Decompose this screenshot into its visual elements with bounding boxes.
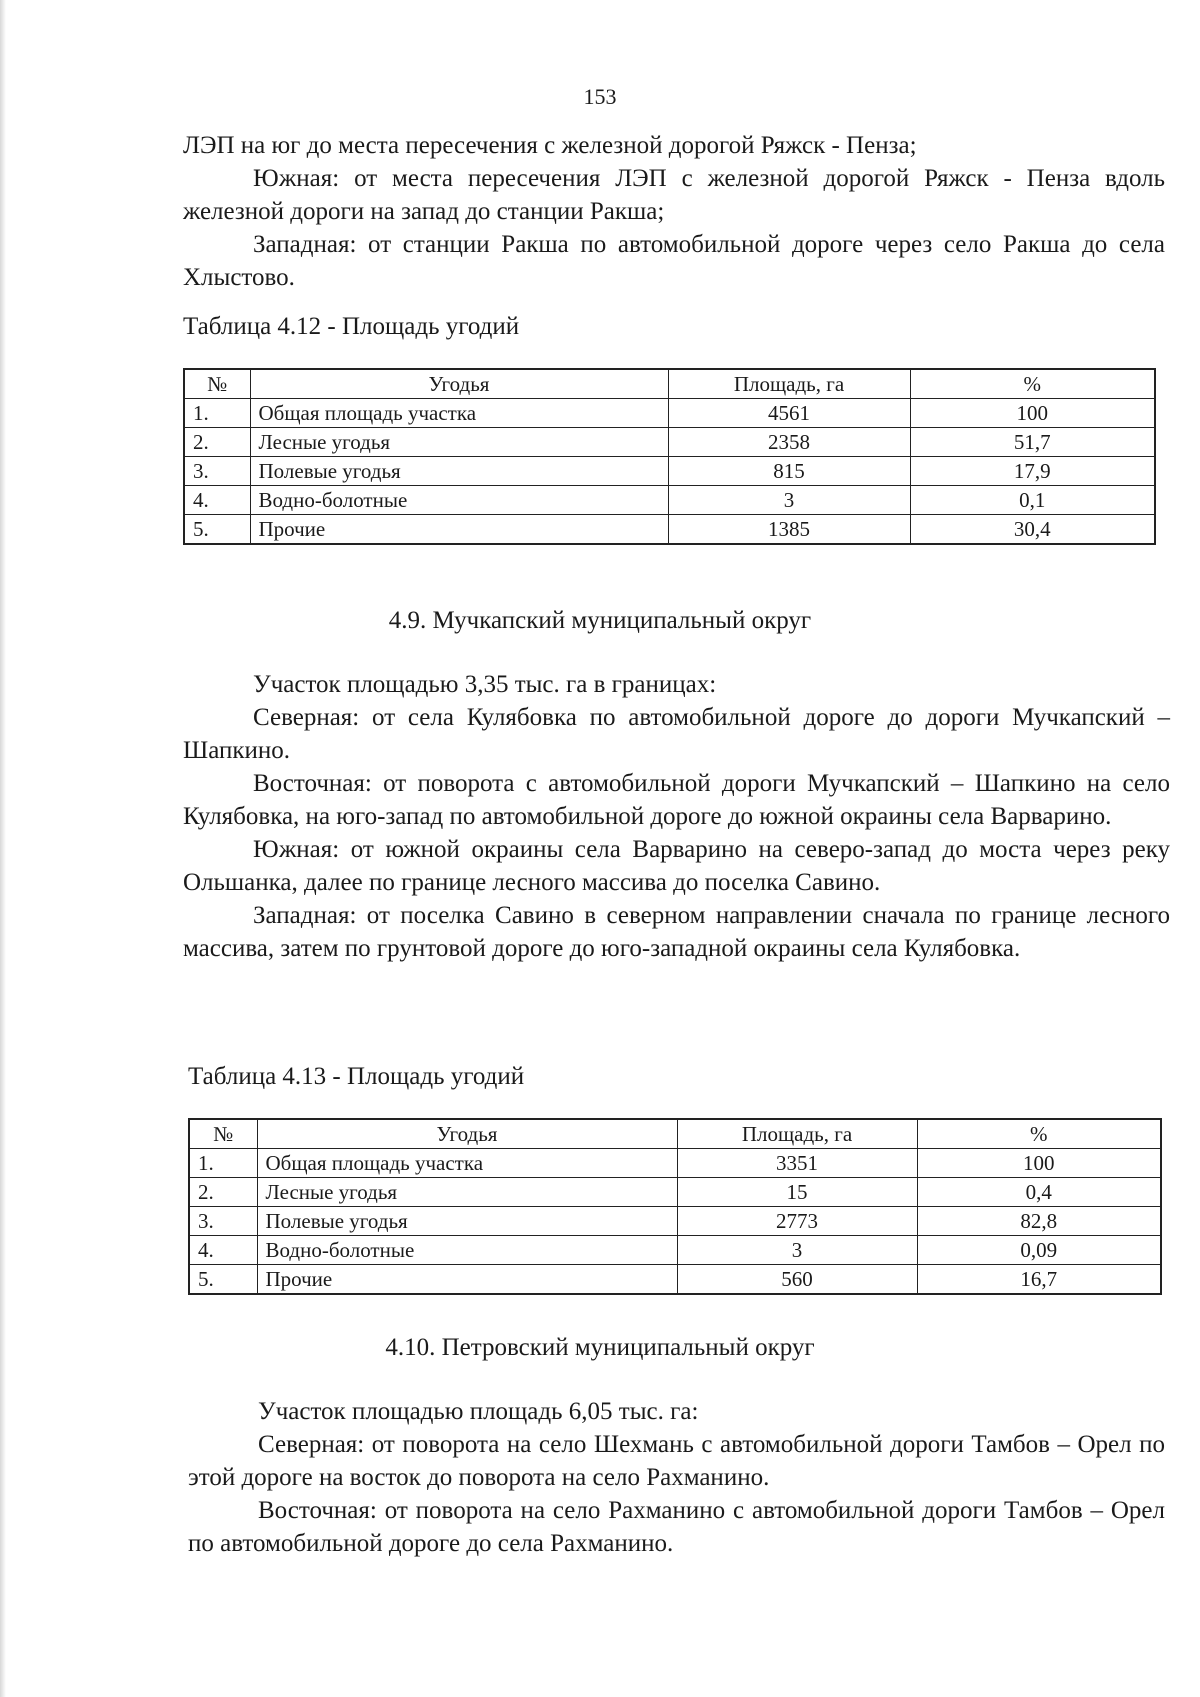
header-number: № xyxy=(184,369,250,399)
table-row xyxy=(184,486,1155,515)
paragraph: Участок площадью 3,35 тыс. га в границах: xyxy=(253,671,717,698)
cell-percent: 82,8 xyxy=(917,1207,1161,1236)
paragraph: Южная: от южной окраины села Варварино на северо-запад до моста через реку Ольшанка, далее по границе лесного массива до поселка Савино. xyxy=(183,836,1170,896)
paragraph: Восточная: от поворота на село Рахманино с автомобильной дороги Тамбов – Орел по автомобильной дороге до села Рахманино. xyxy=(188,1497,1165,1557)
cell-area: 2358 xyxy=(668,428,910,457)
cell-area: 560 xyxy=(677,1265,917,1295)
table-row xyxy=(189,1265,1161,1295)
cell-land-type: Водно-болотные xyxy=(250,486,668,515)
table-row xyxy=(189,1236,1161,1265)
cell-number: 5. xyxy=(189,1265,257,1295)
paragraph: ЛЭП на юг до места пересечения с железной дорогой Ряжск - Пенза; xyxy=(183,132,917,159)
cell-area: 15 xyxy=(677,1178,917,1207)
header-area: Площадь, га xyxy=(668,369,910,399)
scan-edge-shadow xyxy=(0,0,6,1697)
page-number: 153 xyxy=(583,84,617,109)
table-header-row xyxy=(184,369,1155,399)
cell-number: 2. xyxy=(189,1178,257,1207)
table-row xyxy=(184,515,1155,545)
cell-percent: 100 xyxy=(917,1149,1161,1178)
header-percent: % xyxy=(910,369,1155,399)
cell-number: 3. xyxy=(189,1207,257,1236)
cell-percent: 0,4 xyxy=(917,1178,1161,1207)
section-4-9-text xyxy=(183,668,1170,965)
paragraph: Северная: от поворота на село Шехмань с автомобильной дороги Тамбов – Орел по этой дороге на восток до поворота на село Рахманино. xyxy=(188,1431,1165,1491)
table-row xyxy=(189,1149,1161,1178)
section-heading: 4.9. Мучкапский муниципальный округ xyxy=(388,607,812,634)
cell-number: 4. xyxy=(189,1236,257,1265)
cell-area: 1385 xyxy=(668,515,910,545)
table-row xyxy=(189,1207,1161,1236)
cell-percent: 100 xyxy=(910,399,1155,428)
cell-area: 3351 xyxy=(677,1149,917,1178)
cell-area: 2773 xyxy=(677,1207,917,1236)
paragraph: Участок площадью площадь 6,05 тыс. га: xyxy=(258,1398,699,1425)
paragraph: Восточная: от поворота с автомобильной дороги Мучкапский – Шапкино на село Кулябовка, на юго-запад по автомобильной дороге до южной окраины села Варварино. xyxy=(183,770,1170,830)
paragraph: Южная: от места пересечения ЛЭП с железной дорогой Ряжск - Пенза вдоль железной дороги на запад до станции Ракша; xyxy=(183,165,1165,225)
cell-land-type: Общая площадь участка xyxy=(257,1149,677,1178)
cell-percent: 51,7 xyxy=(910,428,1155,457)
table-row xyxy=(184,428,1155,457)
table-row xyxy=(189,1178,1161,1207)
cell-number: 5. xyxy=(184,515,250,545)
cell-number: 3. xyxy=(184,457,250,486)
cell-area: 815 xyxy=(668,457,910,486)
cell-area: 4561 xyxy=(668,399,910,428)
table-row xyxy=(184,399,1155,428)
intro-text xyxy=(183,129,1165,294)
table-header-row xyxy=(189,1119,1161,1149)
cell-percent: 0,09 xyxy=(917,1236,1161,1265)
cell-percent: 0,1 xyxy=(910,486,1155,515)
cell-land-type: Лесные угодья xyxy=(250,428,668,457)
cell-percent: 16,7 xyxy=(917,1265,1161,1295)
cell-number: 1. xyxy=(189,1149,257,1178)
paragraph: Западная: от станции Ракша по автомобильной дороге через село Ракша до села Хлыстово. xyxy=(183,231,1165,291)
table-caption: Таблица 4.13 - Площадь угодий xyxy=(188,1063,525,1090)
cell-area: 3 xyxy=(677,1236,917,1265)
paragraph: Северная: от села Кулябовка по автомобильной дороге до дороги Мучкапский – Шапкино. xyxy=(183,704,1170,764)
cell-land-type: Полевые угодья xyxy=(257,1207,677,1236)
cell-land-type: Водно-болотные xyxy=(257,1236,677,1265)
cell-land-type: Полевые угодья xyxy=(250,457,668,486)
cell-percent: 17,9 xyxy=(910,457,1155,486)
section-heading: 4.10. Петровский муниципальный округ xyxy=(385,1334,815,1361)
header-area: Площадь, га xyxy=(677,1119,917,1149)
cell-land-type: Прочие xyxy=(250,515,668,545)
land-area-table-4-13 xyxy=(188,1118,1162,1295)
cell-land-type: Общая площадь участка xyxy=(250,399,668,428)
cell-land-type: Лесные угодья xyxy=(257,1178,677,1207)
header-number: № xyxy=(189,1119,257,1149)
cell-land-type: Прочие xyxy=(257,1265,677,1295)
header-percent: % xyxy=(917,1119,1161,1149)
cell-percent: 30,4 xyxy=(910,515,1155,545)
table-row xyxy=(184,457,1155,486)
cell-number: 1. xyxy=(184,399,250,428)
header-land-type: Угодья xyxy=(257,1119,677,1149)
cell-number: 2. xyxy=(184,428,250,457)
header-land-type: Угодья xyxy=(250,369,668,399)
cell-number: 4. xyxy=(184,486,250,515)
land-area-table-4-12 xyxy=(183,368,1156,545)
section-4-10-text xyxy=(188,1395,1165,1560)
paragraph: Западная: от поселка Савино в северном направлении сначала по границе лесного массива, затем по грунтовой дороге до юго-западной окраины села Кулябовка. xyxy=(183,902,1170,962)
table-caption: Таблица 4.12 - Площадь угодий xyxy=(183,313,520,340)
cell-area: 3 xyxy=(668,486,910,515)
